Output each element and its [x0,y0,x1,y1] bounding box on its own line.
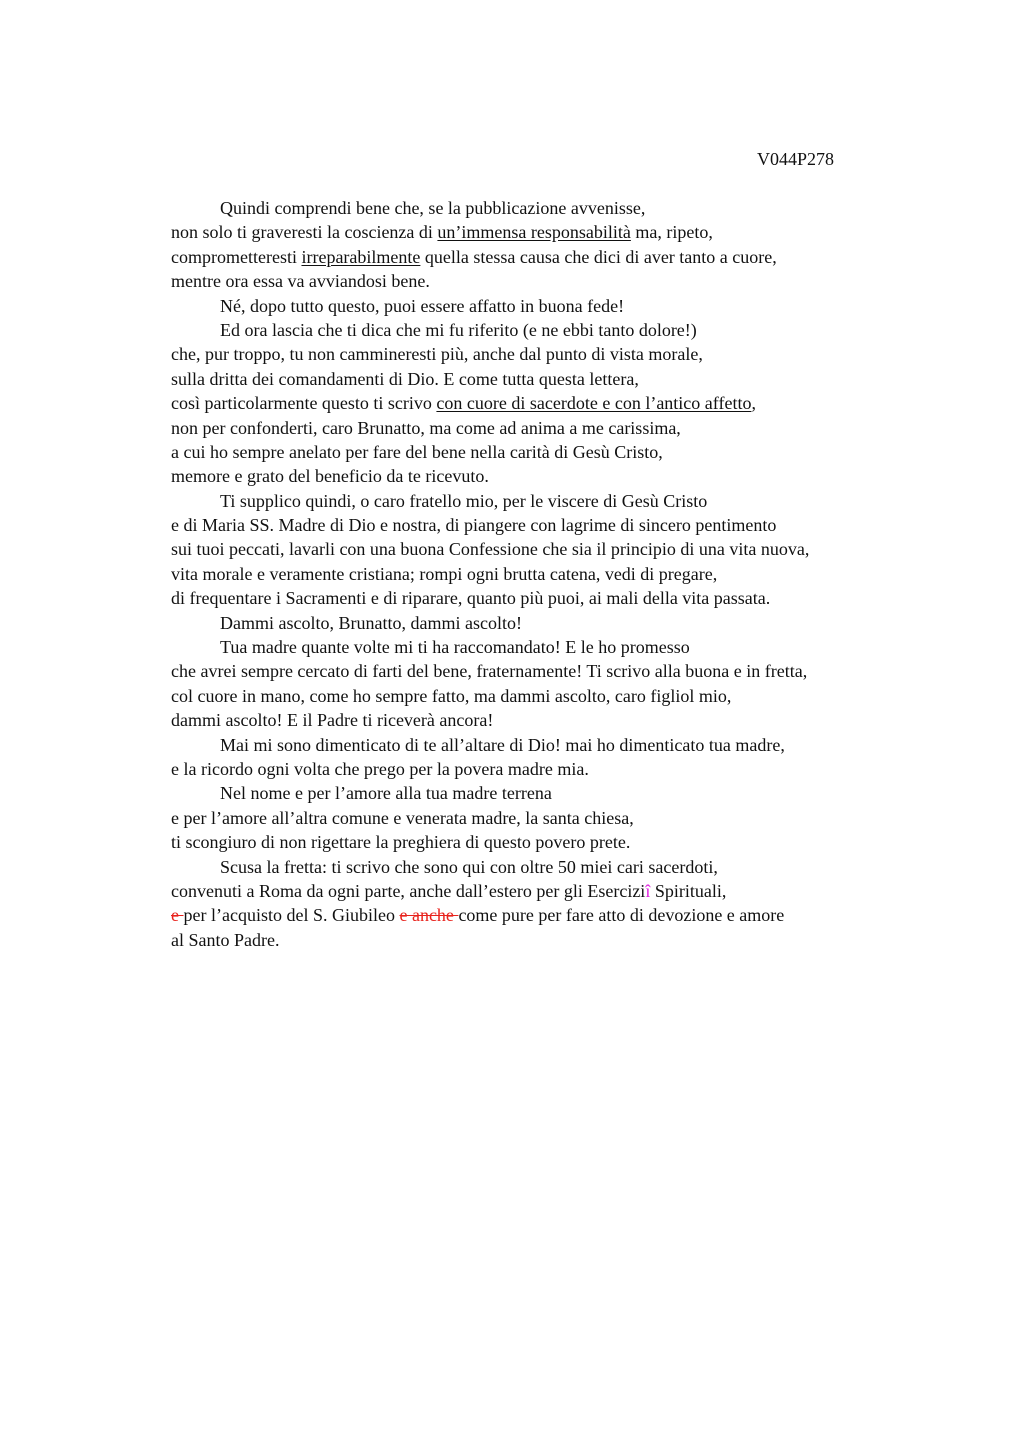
text-segment: mentre ora essa va avviandosi bene. [171,271,430,292]
text-segment: e per l’amore all’altra comune e venerata madre, la santa chiesa, [171,807,634,828]
text-line [171,294,971,318]
text-segment: Tua madre quante volte mi ti ha raccomandato! E le ho promesso [220,637,690,658]
text-segment: Quindi comprendi bene che, se la pubblicazione avvenisse, [220,198,646,218]
text-segment: memore e grato del beneficio da te ricevuto. [171,466,489,487]
text-line [171,903,971,927]
text-line [171,879,971,903]
text-segment: vita morale e veramente cristiana; rompi ogni brutta catena, vedi di pregare, [171,563,718,584]
page-identifier: V044P278 [757,149,835,169]
text-line [171,464,971,488]
deleted-text: e anche [399,905,459,926]
text-line [171,586,971,610]
text-line [171,342,971,366]
text-segment: così particolarmente questo ti scrivo [171,393,437,414]
text-segment: , [751,393,756,414]
text-line [171,367,971,391]
text-segment: Nel nome e per l’amore alla tua madre terrena [220,783,552,804]
text-line [171,318,971,342]
text-segment: dammi ascolto! E il Padre ti riceverà ancora! [171,710,494,731]
text-segment: comprometteresti [171,246,302,267]
text-segment: Né, dopo tutto questo, puoi essere affatto in buona fede! [220,295,625,316]
text-segment: a cui ho sempre anelato per fare del bene nella carità di Gesù Cristo, [171,441,663,462]
text-segment: sui tuoi peccati, lavarli con una buona Confessione che sia il principio di una vita nuova, [171,539,810,560]
text-line [171,855,971,879]
text-line [171,562,971,586]
text-segment: col cuore in mano, come ho sempre fatto, ma dammi ascolto, caro figliol mio, [171,685,732,706]
text-segment: che, pur troppo, tu non cammineresti più, anche dal punto di vista morale, [171,344,703,365]
text-segment: Scusa la fretta: ti scrivo che sono qui con oltre 50 miei cari sacerdoti, [220,856,718,877]
text-line [171,733,971,757]
underlined-text: irreparabilmente [301,246,421,267]
text-segment: Spirituali, [650,880,727,901]
text-segment: e la ricordo ogni volta che prego per la povera madre mia. [171,758,589,779]
text-segment: convenuti a Roma da ogni parte, anche dall’estero per gli Esercizi [171,880,646,901]
text-segment: che avrei sempre cercato di farti del bene, fraternamente! Ti scrivo alla buona e in fretta, [171,661,808,682]
text-line [171,269,971,293]
text-segment: ti scongiuro di non rigettare la preghiera di questo povero prete. [171,832,631,853]
text-line [171,928,971,952]
text-line [171,684,971,708]
text-segment: al Santo Padre. [171,929,280,950]
text-line [171,830,971,854]
text-line [171,537,971,561]
deleted-text: e [171,905,184,926]
letter-body [171,196,971,952]
text-line [171,708,971,732]
text-segment: di frequentare i Sacramenti e di riparare, quanto più puoi, ai mali della vita passata. [171,588,771,609]
text-segment: e di Maria SS. Madre di Dio e nostra, di piangere con lagrime di sincero pentimento [171,515,777,536]
text-line [171,416,971,440]
text-line [171,440,971,464]
underlined-text: un’immensa responsabilità [437,222,631,243]
inserted-text: î [645,880,651,901]
text-segment: Mai mi sono dimenticato di te all’altare di Dio! mai ho dimenticato tua madre, [220,734,785,755]
text-segment: Ti supplico quindi, o caro fratello mio, per le viscere di Gesù Cristo [220,490,708,511]
text-segment: quella stessa causa che dici di aver tanto a cuore, [420,246,777,267]
text-segment: come pure per fare atto di devozione e amore [458,905,785,926]
text-line [171,611,971,635]
text-segment: Dammi ascolto, Brunatto, dammi ascolto! [220,612,522,633]
text-line [171,781,971,805]
text-line [171,196,971,220]
text-line [171,245,971,269]
text-segment: per l’acquisto del S. Giubileo [183,905,400,926]
text-line [171,806,971,830]
text-segment: non solo ti graveresti la coscienza di [171,222,438,243]
text-line [171,489,971,513]
text-segment: Ed ora lascia che ti dica che mi fu riferito (e ne ebbi tanto dolore!) [220,319,697,340]
text-line [171,220,971,244]
text-line [171,391,971,415]
text-line [171,659,971,683]
text-segment: non per confonderti, caro Brunatto, ma come ad anima a me carissima, [171,417,681,438]
text-line [171,513,971,537]
underlined-text: con cuore di sacerdote e con l’antico affetto [436,393,752,414]
text-line [171,757,971,781]
text-line [171,635,971,659]
text-segment: sulla dritta dei comandamenti di Dio. E come tutta questa lettera, [171,368,639,389]
text-segment: ma, ripeto, [630,222,713,243]
